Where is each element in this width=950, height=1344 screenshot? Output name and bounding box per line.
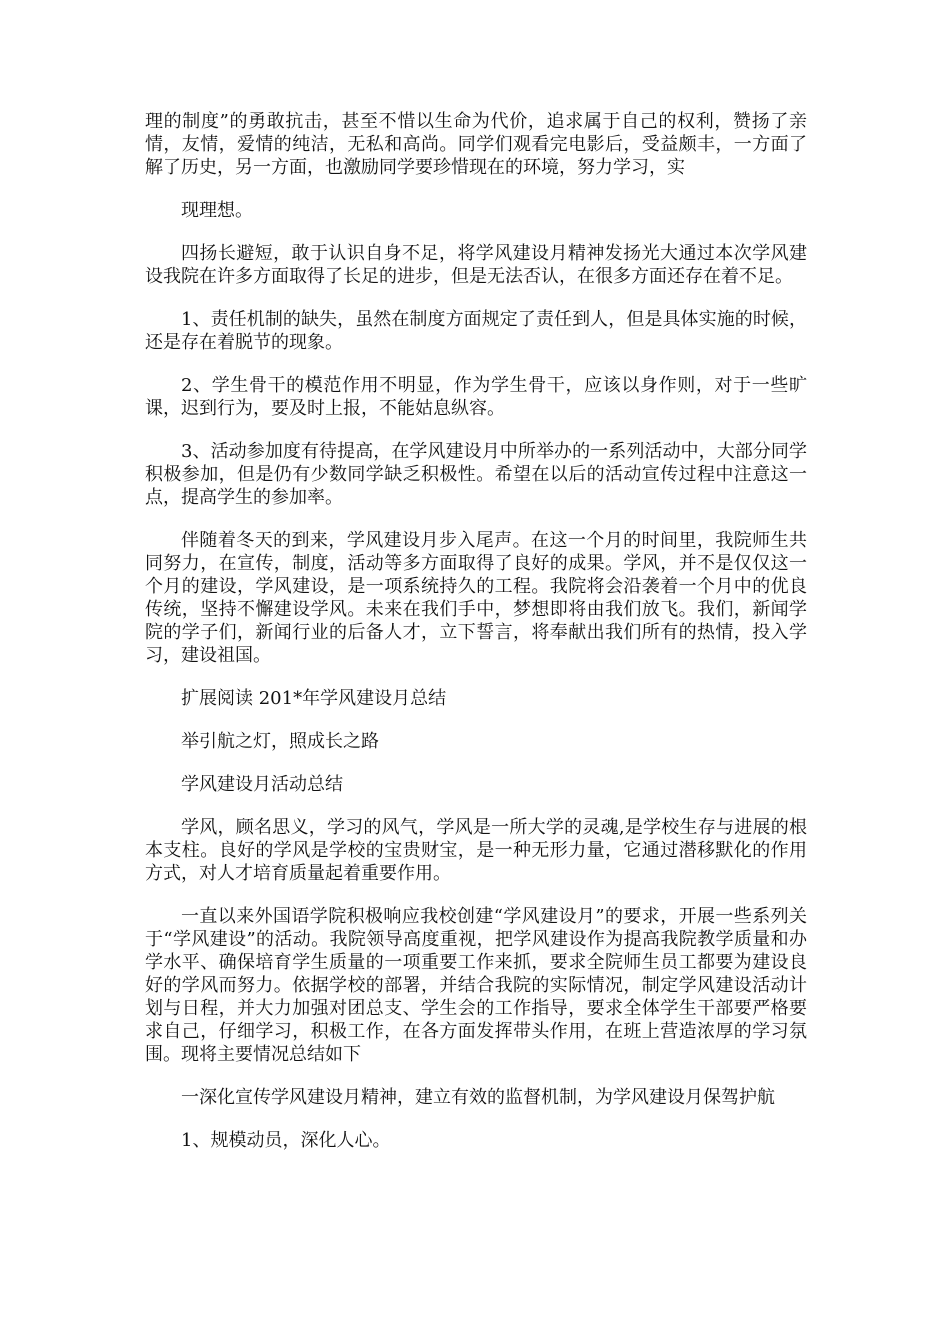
paragraph-intro: 学风，顾名思义，学习的风气，学风是一所大学的灵魂,是学校生存与进展的根本支柱。良好的学风是学校的宝贵财宝，是一种无形力量，它通过潜移默化的作用方式，对人才培育质量起着重要作用。	[145, 817, 807, 884]
paragraph-item-2: 2、学生骨干的模范作用不明显，作为学生骨干，应该以身作则，对于一些旷课，迟到行为，要及时上报，不能姑息纵容。	[145, 375, 807, 419]
heading-extended-reading: 扩展阅读 201*年学风建设月总结	[181, 688, 447, 709]
heading-summary-title: 学风建设月活动总结	[181, 774, 343, 795]
paragraph-overview: 一直以来外国语学院积极响应我校创建“学风建设月”的要求，开展一些系列关于“学风建设”的活动。我院领导高度重视，把学风建设作为提高我院教学质量和办学水平、确保培育学生质量的一项重要工作来抓，要求全院师生员工都要为建设良好的学风而努力。依据学校的部署，并结合我院的实际情况，制定学风建设活动计划与日程，并大力加强对团总支、学生会的工作指导，要求全体学生干部要严格要求自己，仔细学习，积极工作，在各方面发挥带头作用，在班上营造浓厚的学习氛围。现将主要情况总结如下	[145, 906, 807, 1065]
heading-section-one: 一深化宣传学风建设月精神，建立有效的监督机制，为学风建设月保驾护航	[181, 1087, 775, 1108]
paragraph-continuation-end: 现理想。	[181, 200, 253, 221]
paragraph-subitem-1: 1、规模动员，深化人心。	[181, 1130, 391, 1151]
document-page	[145, 110, 807, 1172]
paragraph-conclusion: 伴随着冬天的到来，学风建设月步入尾声。在这一个月的时间里，我院师生共同努力，在宣传，制度，活动等多方面取得了良好的成果。学风，并不是仅仅这一个月的建设，学风建设，是一项系统持久的工程。我院将会沿袭着一个月中的优良传统，坚持不懈建设学风。未来在我们手中，梦想即将由我们放飞。我们，新闻学院的学子们，新闻行业的后备人才，立下誓言，将奉献出我们所有的热情，投入学习，建设祖国。	[145, 530, 807, 666]
heading-subtitle: 举引航之灯，照成长之路	[181, 731, 379, 752]
paragraph-section-four: 四扬长避短，敢于认识自身不足，将学风建设月精神发扬光大通过本次学风建设我院在许多方面取得了长足的进步，但是无法否认，在很多方面还存在着不足。	[145, 243, 807, 287]
paragraph-continuation: 理的制度”的勇敢抗击，甚至不惜以生命为代价，追求属于自己的权利，赞扬了亲情，友情，爱情的纯洁，无私和高尚。同学们观看完电影后，受益颇丰，一方面了解了历史，另一方面，也激励同学要珍惜现在的环境，努力学习，实	[145, 111, 807, 178]
paragraph-item-3: 3、活动参加度有待提高，在学风建设月中所举办的一系列活动中，大部分同学积极参加，但是仍有少数同学缺乏积极性。希望在以后的活动宣传过程中注意这一点，提高学生的参加率。	[145, 441, 807, 508]
paragraph-item-1: 1、责任机制的缺失，虽然在制度方面规定了责任到人，但是具体实施的时候，还是存在着脱节的现象。	[145, 309, 807, 353]
